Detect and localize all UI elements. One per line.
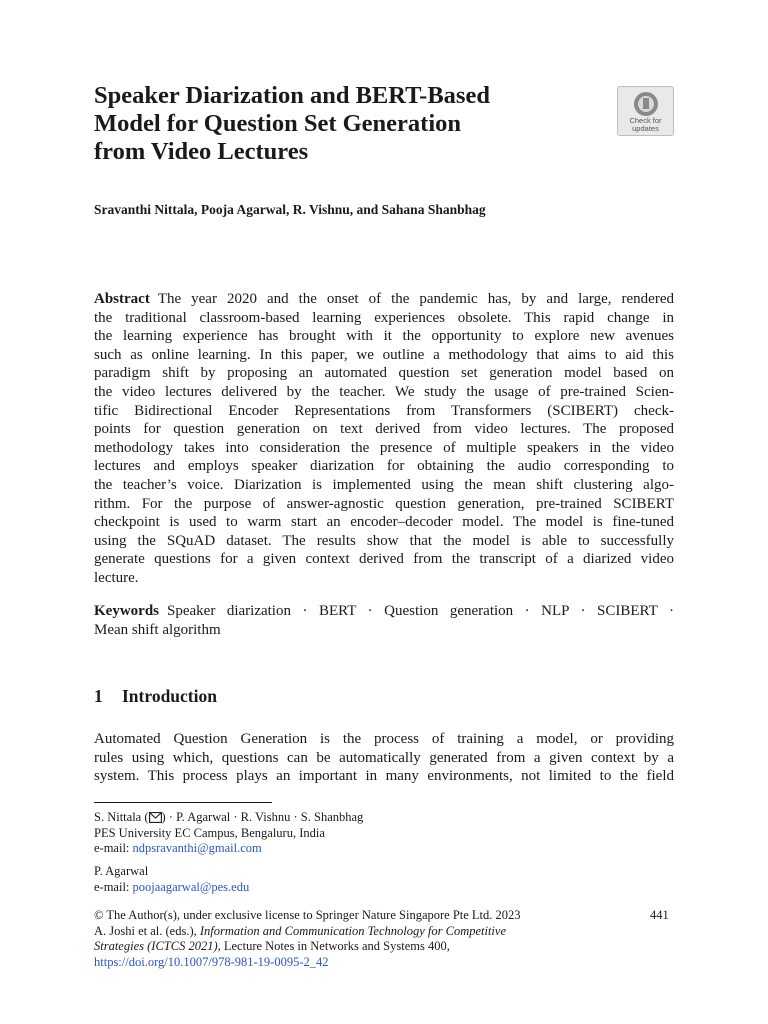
envelope-icon [149,812,162,823]
keywords-heading: Keywords [94,603,159,619]
abstract-line: lecture. [94,569,139,586]
citation-line: A. Joshi et al. (eds.), Information and Communication Technology for Competitive [94,923,507,938]
keywords-line: Keywords Speaker diarization · BERT · Question generation · NLP · SCIBERT · [94,603,674,619]
intro-line: Automated Question Generation is the process of training a model, or providing [94,731,674,747]
abstract-line: checkpoint is used to warm start an encoder–decoder model. The model is fine-tuned [94,514,674,531]
paper-title [94,82,574,166]
keywords-line: Mean shift algorithm [94,622,221,638]
title-line: from Video Lectures [94,138,309,165]
section-heading [94,686,217,707]
intro-paragraph [94,730,674,786]
abstract-line: the learning experience has brought with it the opportunity to explore new avenues [94,328,674,345]
abstract-line: rithm. For the purpose of answer-agnostic question generation, pre-trained SCIBERT [94,495,674,512]
badge-label-line1: Check for [629,116,662,125]
abstract-heading: Abstract [94,291,150,307]
section-number: 1 [94,686,103,706]
abstract [94,290,674,588]
footnote-author2 [94,864,674,895]
abstract-line: generate questions for a given context derived from the transcript of a diarized video [94,551,674,568]
intro-line: rules using which, questions can be automatically generated from a given context by a [94,749,674,766]
citation-line: Strategies (ICTCS 2021), Lecture Notes in Networks and Systems 400, [94,939,450,953]
author-list: Sravanthi Nittala, Pooja Agarwal, R. Vishnu, and Sahana Shanbhag [94,202,486,217]
abstract-line: paradigm shift by proposing an automated question set generation model based on [94,365,674,382]
footnote-institution: PES University EC Campus, Bengaluru, India [94,825,325,840]
page-number: 441 [650,908,669,922]
abstract-line: the teacher’s voice. Diarization is implemented using the mean shift clustering algo- [94,476,674,493]
check-for-updates-icon [633,91,659,117]
abstract-line: lectures and employs speaker diarization for obtaining the audio corresponding to [94,458,674,475]
footnote-author2-name: P. Agarwal [94,864,149,878]
abstract-line: such as online learning. In this paper, we outline a methodology that aims to aid this [94,346,674,363]
copyright-line: © The Author(s), under exclusive license to Springer Nature Singapore Pte Ltd. 2023 [94,908,521,922]
email2-link[interactable]: poojaagarwal@pes.edu [132,879,250,894]
title-line: Speaker Diarization and BERT-Based [94,82,490,109]
abstract-line: points for question generation on text derived from video lectures. The proposed [94,421,674,438]
keywords [94,602,674,640]
intro-line: system. This process plays an important in many environments, not limited to the field [94,768,674,785]
footnote-authors: S. Nittala ( ) · P. Agarwal · R. Vishnu · S. Shanbhag [94,810,364,824]
abstract-line: Abstract The year 2020 and the onset of the pandemic has, by and large, rendered [94,291,674,307]
footnote-email2-line: e-mail: poojaagarwal@pes.edu [94,879,250,894]
copyright-block [94,908,674,970]
abstract-line: the video lectures delivered by the teacher. We study the usage of pre-trained Scien- [94,383,674,400]
footnote-rule [94,802,272,803]
check-for-updates-badge[interactable] [617,86,674,136]
footnote-affiliation [94,810,674,857]
doi-link[interactable]: https://doi.org/10.1007/978-981-19-0095-2_42 [94,954,329,969]
title-line: Model for Question Set Generation [94,110,462,137]
abstract-line: using the SQuAD dataset. The results show that the model is able to successfully [94,532,674,549]
section-title: Introduction [122,686,217,706]
badge-label-line2: updates [632,124,659,133]
abstract-line: the traditional classroom-based learning experiences obsolete. This rapid change in [94,309,674,326]
email-link[interactable]: ndpsravanthi@gmail.com [132,841,262,855]
abstract-line: methodology takes into consideration the presence of multiple speakers in the video [94,439,674,456]
footnote-email-line: e-mail: ndpsravanthi@gmail.com [94,841,262,855]
abstract-line: tific Bidirectional Encoder Representations from Transformers (SCIBERT) check- [94,402,674,419]
